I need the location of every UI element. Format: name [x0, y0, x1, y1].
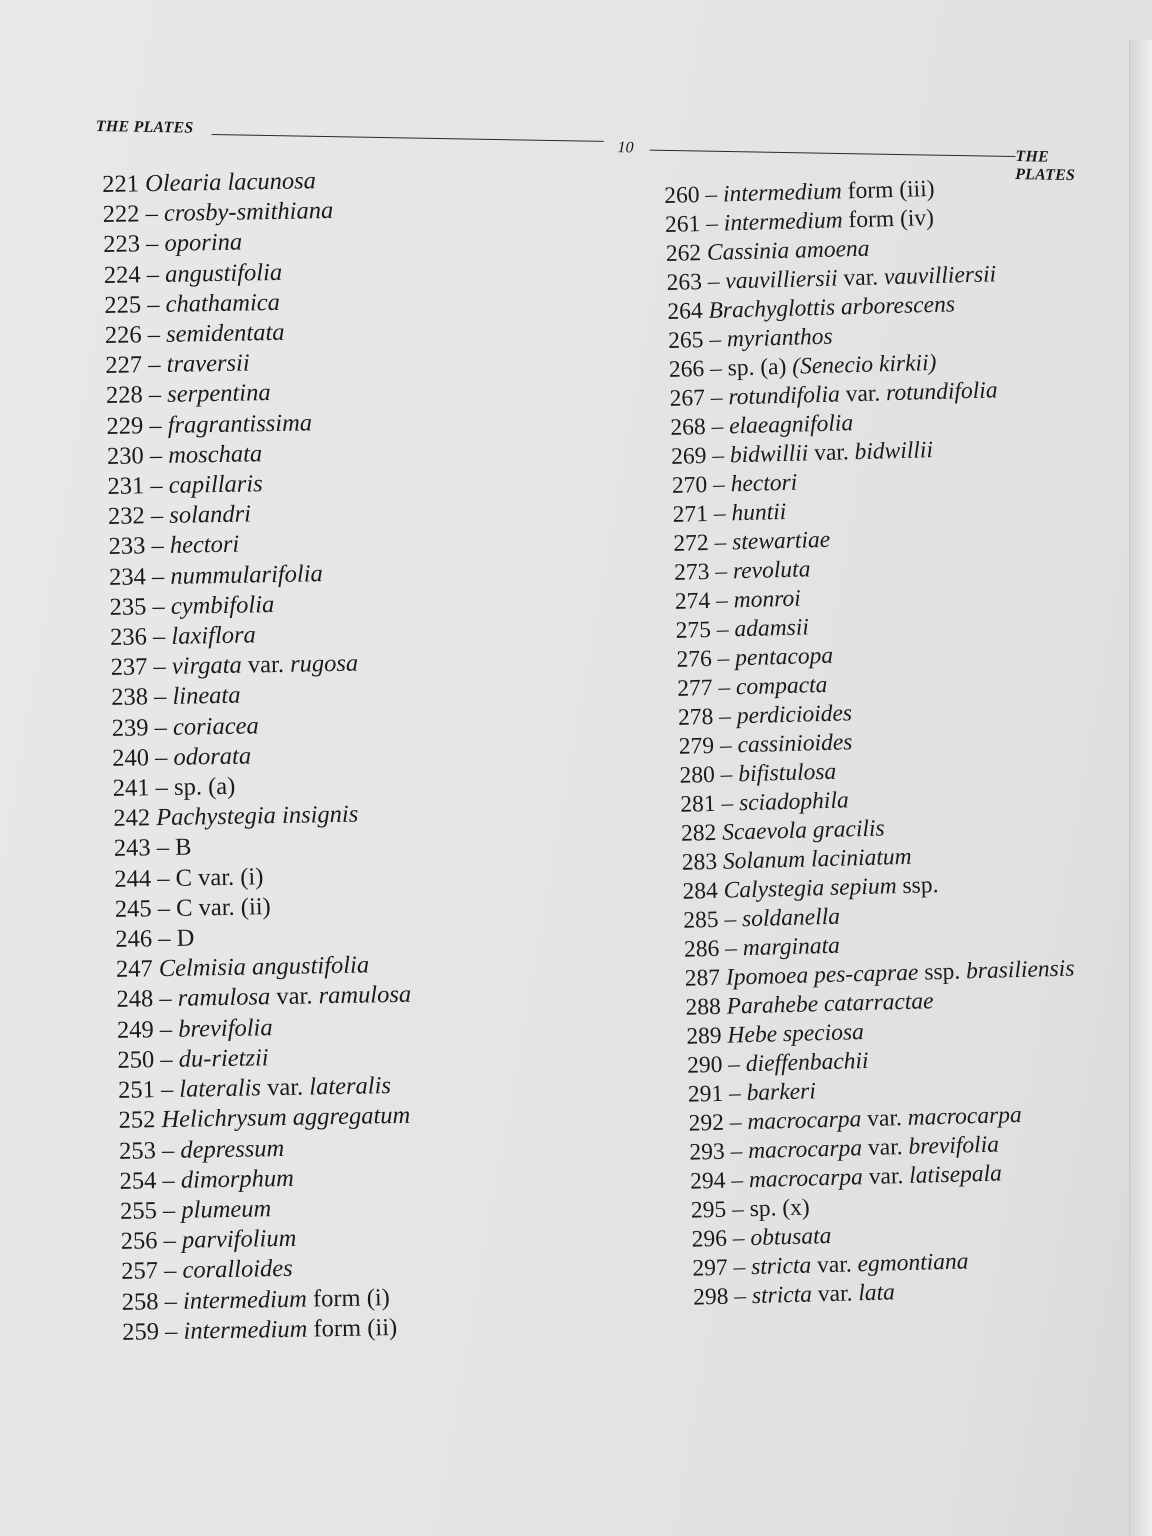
species-name: Cassinia amoena: [706, 235, 870, 266]
species-name: capillaris: [168, 470, 263, 499]
species-name: intermedium: [722, 178, 843, 208]
species-name: virgata: [171, 651, 243, 681]
species-name: cassinioides: [737, 729, 853, 759]
plate-number: 237: [110, 653, 148, 682]
species-name: intermedium: [723, 207, 843, 237]
plate-number: 294: [689, 1167, 726, 1195]
infraspecific-name: latisepala: [908, 1160, 1003, 1189]
plate-number: 271: [672, 500, 709, 528]
entry-qualifier: C var. (ii): [175, 893, 271, 922]
species-name: ramulosa: [177, 983, 271, 1013]
plate-number: 223: [103, 230, 141, 259]
entry-dash: –: [729, 1109, 742, 1136]
plate-number: 281: [679, 790, 716, 818]
entry-qualifier: var.: [843, 264, 879, 292]
entry-dash: –: [145, 230, 159, 258]
entry-dash: –: [158, 925, 171, 953]
species-name: coriacea: [172, 712, 259, 741]
species-name: serpentina: [166, 379, 271, 409]
species-name: Scaevola gracilis: [721, 815, 885, 846]
entry-dash: –: [709, 355, 723, 382]
entry-dash: –: [146, 260, 160, 288]
entry-dash: –: [715, 558, 728, 585]
infraspecific-name: brasiliensis: [965, 955, 1075, 985]
plate-number: 275: [675, 616, 712, 644]
entry-dash: –: [715, 587, 729, 614]
plate-number: 296: [691, 1225, 728, 1253]
entry-qualifier: var.: [266, 1073, 304, 1102]
plate-number: 253: [118, 1136, 157, 1165]
entry-dash: –: [153, 683, 167, 711]
species-name: Pachystegia insignis: [155, 800, 359, 832]
species-name: rotundifolia: [728, 381, 841, 411]
plate-number: 264: [667, 298, 703, 325]
next-page-edge: [1129, 40, 1152, 1536]
species-name: soldanella: [741, 903, 841, 933]
plate-number: 297: [692, 1254, 729, 1282]
species-name: Calystegia sepium: [723, 873, 897, 904]
plate-number: 272: [673, 529, 710, 557]
species-name: stricta: [751, 1281, 813, 1310]
plate-number: 286: [683, 935, 720, 963]
entry-dash: –: [163, 1226, 177, 1255]
species-name: Parahebe catarractae: [726, 988, 934, 1020]
entry-dash: –: [707, 268, 720, 295]
species-name: crosby-smithiana: [163, 197, 334, 228]
species-name: Brachyglottis arborescens: [708, 291, 956, 324]
entry-dash: –: [148, 351, 161, 379]
plate-number: 246: [115, 925, 153, 953]
plate-number: 285: [683, 906, 719, 934]
plate-number: 262: [665, 240, 702, 267]
plate-number: 293: [689, 1138, 725, 1166]
species-name: huntii: [731, 498, 787, 527]
species-name: semidentata: [165, 318, 285, 348]
species-name: oporina: [164, 228, 243, 258]
plate-number: 292: [688, 1109, 725, 1137]
species-name: bifistulosa: [737, 758, 837, 788]
plate-number: 244: [114, 864, 152, 893]
plate-number: 261: [664, 211, 701, 238]
plate-number: 234: [108, 562, 147, 591]
species-name: plumeum: [181, 1195, 272, 1224]
plate-number: 226: [104, 321, 142, 349]
entry-dash: –: [147, 321, 161, 349]
entry-dash: –: [711, 442, 725, 469]
plate-number: 228: [105, 381, 143, 410]
plate-number: 242: [113, 804, 151, 833]
species-name: intermedium: [182, 1285, 308, 1315]
species-name: depressum: [180, 1134, 285, 1164]
entry-dash: –: [724, 935, 738, 962]
entry-dash: –: [150, 502, 164, 530]
infraspecific-name: rotundifolia: [885, 377, 998, 407]
plate-number: 274: [674, 587, 711, 615]
running-title-right: THE PLATES: [1015, 148, 1076, 185]
entry-dash: –: [727, 1051, 741, 1078]
plate-number: 288: [685, 993, 722, 1021]
plate-number: 279: [678, 732, 715, 760]
plate-number: 248: [116, 985, 154, 1014]
entry-qualifier: sp. (x): [749, 1194, 811, 1223]
plate-number: 245: [114, 895, 152, 923]
entry-qualifier: form (iii): [847, 175, 935, 205]
entry-qualifier: ssp.: [923, 958, 961, 986]
plate-number: 282: [680, 819, 717, 847]
entry-qualifier: ssp.: [902, 872, 939, 899]
plate-number: 276: [676, 645, 713, 673]
entry-dash: –: [156, 834, 170, 862]
species-name: Olearia lacunosa: [144, 167, 317, 198]
plate-number: 221: [102, 170, 140, 198]
entry-qualifier: form (ii): [313, 1313, 398, 1343]
species-name: macrocarpa: [747, 1106, 862, 1136]
species-name: cymbifolia: [170, 590, 275, 620]
species-name: macrocarpa: [748, 1164, 864, 1194]
plate-number: 259: [122, 1317, 160, 1346]
plate-number: 222: [102, 200, 140, 229]
entry-qualifier: var.: [868, 1163, 904, 1190]
entry-qualifier: D: [176, 924, 195, 952]
entry-dash: –: [721, 790, 734, 817]
entry-dash: –: [730, 1138, 743, 1165]
infraspecific-name: bidwillii: [854, 437, 934, 466]
species-name: revoluta: [732, 556, 811, 585]
species-name: vauvilliersii: [725, 265, 838, 295]
infraspecific-name: lateralis: [309, 1072, 392, 1101]
plate-number: 265: [667, 327, 704, 354]
entry-dash: –: [732, 1225, 745, 1252]
plate-number: 263: [666, 269, 703, 296]
entry-qualifier: var.: [247, 651, 285, 679]
species-name: hectori: [169, 531, 240, 560]
species-name: Solanum laciniatum: [722, 843, 912, 875]
entry-dash: –: [155, 774, 169, 802]
entry-qualifier: var.: [276, 982, 313, 1011]
header-rule-left: [212, 134, 604, 142]
plate-number: 278: [677, 703, 714, 731]
entry-dash: –: [163, 1257, 177, 1285]
header-rule-right: [650, 150, 1016, 157]
entry-dash: –: [162, 1196, 176, 1224]
plate-number: 232: [107, 502, 146, 531]
running-title-left: THE PLATES: [95, 118, 194, 137]
plate-number: 298: [692, 1283, 729, 1311]
entry-qualifier: sp. (a): [173, 772, 236, 801]
plate-number: 270: [671, 471, 708, 499]
plate-number: 291: [687, 1080, 724, 1108]
entry-dash: –: [151, 562, 165, 590]
species-name: lineata: [172, 682, 241, 711]
infraspecific-name: ramulosa: [318, 981, 412, 1010]
species-name: angustifolia: [164, 258, 283, 288]
entry-dash: –: [710, 384, 723, 411]
infraspecific-name: vauvilliersii: [883, 261, 997, 291]
plate-number: 280: [679, 761, 716, 789]
plate-number: 287: [684, 964, 721, 992]
entry-dash: –: [716, 616, 729, 643]
entry-qualifier: var.: [817, 1280, 853, 1308]
species-name: compacta: [735, 671, 828, 701]
species-name: laxiflora: [171, 621, 257, 650]
species-name: coralloides: [182, 1255, 293, 1285]
plate-number: 268: [670, 413, 707, 441]
plate-number: 238: [110, 683, 149, 712]
entry-dash: –: [161, 1136, 175, 1164]
infraspecific-name: brevifolia: [908, 1131, 1000, 1160]
plate-number: 227: [105, 351, 143, 380]
species-name: dimorphum: [180, 1164, 295, 1194]
plate-number: 266: [668, 356, 705, 383]
plate-number: 257: [120, 1257, 159, 1286]
entry-dash: –: [157, 894, 171, 923]
entry-dash: –: [724, 906, 737, 933]
entry-qualifier: sp. (a): [727, 353, 787, 382]
entry-dash: –: [154, 743, 168, 772]
infraspecific-name: egmontiana: [857, 1248, 969, 1278]
entry-dash: –: [714, 529, 727, 556]
plate-number: 273: [673, 558, 710, 586]
species-name: chathamica: [165, 288, 281, 318]
plate-number: 258: [121, 1287, 159, 1316]
entry-dash: –: [718, 674, 731, 701]
species-name: fragrantissima: [167, 409, 313, 439]
entry-dash: –: [733, 1254, 746, 1281]
species-name: barkeri: [746, 1078, 817, 1107]
entry-dash: –: [146, 290, 160, 319]
species-name: nummularifolia: [170, 559, 324, 590]
species-name: macrocarpa: [747, 1135, 863, 1165]
species-name: odorata: [173, 742, 252, 771]
species-name: elaeagnifolia: [728, 410, 854, 440]
entry-qualifier: var.: [816, 1251, 853, 1279]
plate-number: 284: [682, 877, 719, 905]
plate-number: 243: [113, 834, 151, 863]
entry-dash: –: [160, 1075, 174, 1104]
entry-qualifier: B: [174, 834, 192, 862]
entry-dash: –: [159, 1015, 173, 1043]
plate-list-right-column: [664, 172, 1093, 1313]
plate-number: 236: [109, 623, 148, 651]
species-name: dieffenbachii: [745, 1047, 869, 1078]
entry-dash: –: [719, 732, 732, 759]
entry-dash: –: [149, 411, 162, 439]
plate-number: 249: [116, 1015, 154, 1044]
species-name: myrianthos: [726, 323, 833, 353]
plate-number: 231: [107, 472, 145, 500]
entry-dash: –: [705, 181, 718, 208]
entry-dash: –: [730, 1167, 744, 1194]
entry-dash: –: [152, 592, 165, 621]
species-name: traversii: [166, 349, 250, 379]
entry-dash: –: [711, 413, 724, 440]
species-name: stewartiae: [731, 526, 831, 556]
infraspecific-name: macrocarpa: [907, 1101, 1023, 1131]
infraspecific-name: (Senecio kirkii): [791, 349, 937, 380]
species-name: Celmisia angustifolia: [158, 951, 370, 983]
entry-dash: –: [708, 326, 722, 353]
plate-number: 250: [117, 1046, 155, 1074]
entry-dash: –: [149, 441, 163, 470]
plate-number: 241: [112, 774, 150, 802]
entry-dash: –: [157, 864, 170, 892]
species-name: stricta: [750, 1252, 812, 1281]
species-name: obtusata: [750, 1222, 832, 1252]
plate-number: 229: [106, 411, 144, 440]
species-name: Hebe speciosa: [727, 1019, 865, 1049]
species-name: Ipomoea pes-caprae: [725, 959, 919, 991]
plate-number: 269: [670, 442, 707, 470]
species-name: moschata: [168, 440, 263, 469]
entry-dash: –: [720, 761, 733, 788]
plate-number: 239: [111, 713, 149, 742]
plate-number: 260: [664, 182, 700, 209]
entry-qualifier: form (iv): [848, 204, 935, 234]
entry-dash: –: [150, 472, 163, 500]
plate-number: 233: [108, 532, 146, 561]
page-number: 10: [617, 139, 634, 157]
entry-dash: –: [731, 1196, 745, 1223]
species-name: du-rietzii: [178, 1044, 269, 1073]
plate-number: 225: [104, 291, 142, 319]
plate-number: 255: [119, 1197, 158, 1225]
entry-dash: –: [712, 471, 726, 498]
entry-dash: –: [717, 645, 730, 672]
species-name: hectori: [730, 469, 798, 498]
entry-dash: –: [705, 210, 719, 237]
plate-number: 252: [118, 1106, 156, 1135]
species-name: parvifolium: [181, 1224, 297, 1254]
entry-dash: –: [733, 1283, 747, 1310]
plate-number: 224: [103, 260, 141, 289]
species-name: lateralis: [179, 1074, 262, 1103]
species-name: monroi: [733, 585, 802, 614]
entry-dash: –: [160, 1045, 173, 1074]
plate-number: 283: [681, 848, 718, 876]
infraspecific-name: lata: [857, 1279, 896, 1307]
entry-qualifier: var.: [813, 439, 850, 467]
species-name: bidwillii: [729, 440, 809, 469]
species-name: solandri: [169, 500, 252, 530]
entry-dash: –: [162, 1166, 176, 1194]
species-name: pentacopa: [734, 642, 834, 672]
plate-number: 256: [120, 1227, 158, 1255]
species-name: brevifolia: [178, 1013, 273, 1043]
entry-dash: –: [718, 703, 732, 730]
entry-dash: –: [152, 623, 166, 651]
plate-number: 247: [115, 955, 153, 984]
entry-dash: –: [713, 500, 726, 527]
plate-number: 254: [119, 1166, 157, 1195]
plate-number: 267: [669, 385, 706, 412]
species-name: perdicioides: [736, 700, 853, 730]
species-name: marginata: [742, 932, 841, 962]
plate-number: 230: [106, 442, 144, 470]
plate-number: 289: [686, 1022, 722, 1050]
entry-dash: –: [151, 532, 164, 560]
entry-dash: –: [153, 653, 167, 681]
species-name: adamsii: [734, 614, 810, 643]
plate-number: 240: [112, 744, 150, 772]
entry-dash: –: [728, 1080, 742, 1107]
entry-dash: –: [145, 200, 159, 228]
entry-dash: –: [164, 1317, 178, 1345]
entry-dash: –: [164, 1287, 178, 1315]
entry-dash: –: [148, 381, 162, 409]
plate-number: 235: [109, 593, 147, 621]
species-name: Helichrysum aggregatum: [161, 1102, 411, 1134]
species-name: sciadophila: [738, 787, 850, 817]
entry-qualifier: var.: [845, 380, 881, 408]
species-name: intermedium: [183, 1315, 308, 1345]
entry-qualifier: var.: [866, 1105, 903, 1132]
entry-dash: –: [154, 713, 168, 741]
entry-qualifier: C var. (i): [175, 862, 264, 892]
plate-list-left-column: [102, 162, 602, 1348]
entry-qualifier: form (i): [312, 1283, 391, 1313]
plate-number: 277: [676, 674, 713, 702]
entry-dash: –: [159, 985, 172, 1013]
plate-number: 290: [686, 1051, 723, 1079]
infraspecific-name: rugosa: [289, 649, 359, 679]
plate-number: 251: [117, 1076, 156, 1104]
plate-number: 295: [690, 1196, 727, 1224]
entry-qualifier: var.: [867, 1134, 903, 1161]
